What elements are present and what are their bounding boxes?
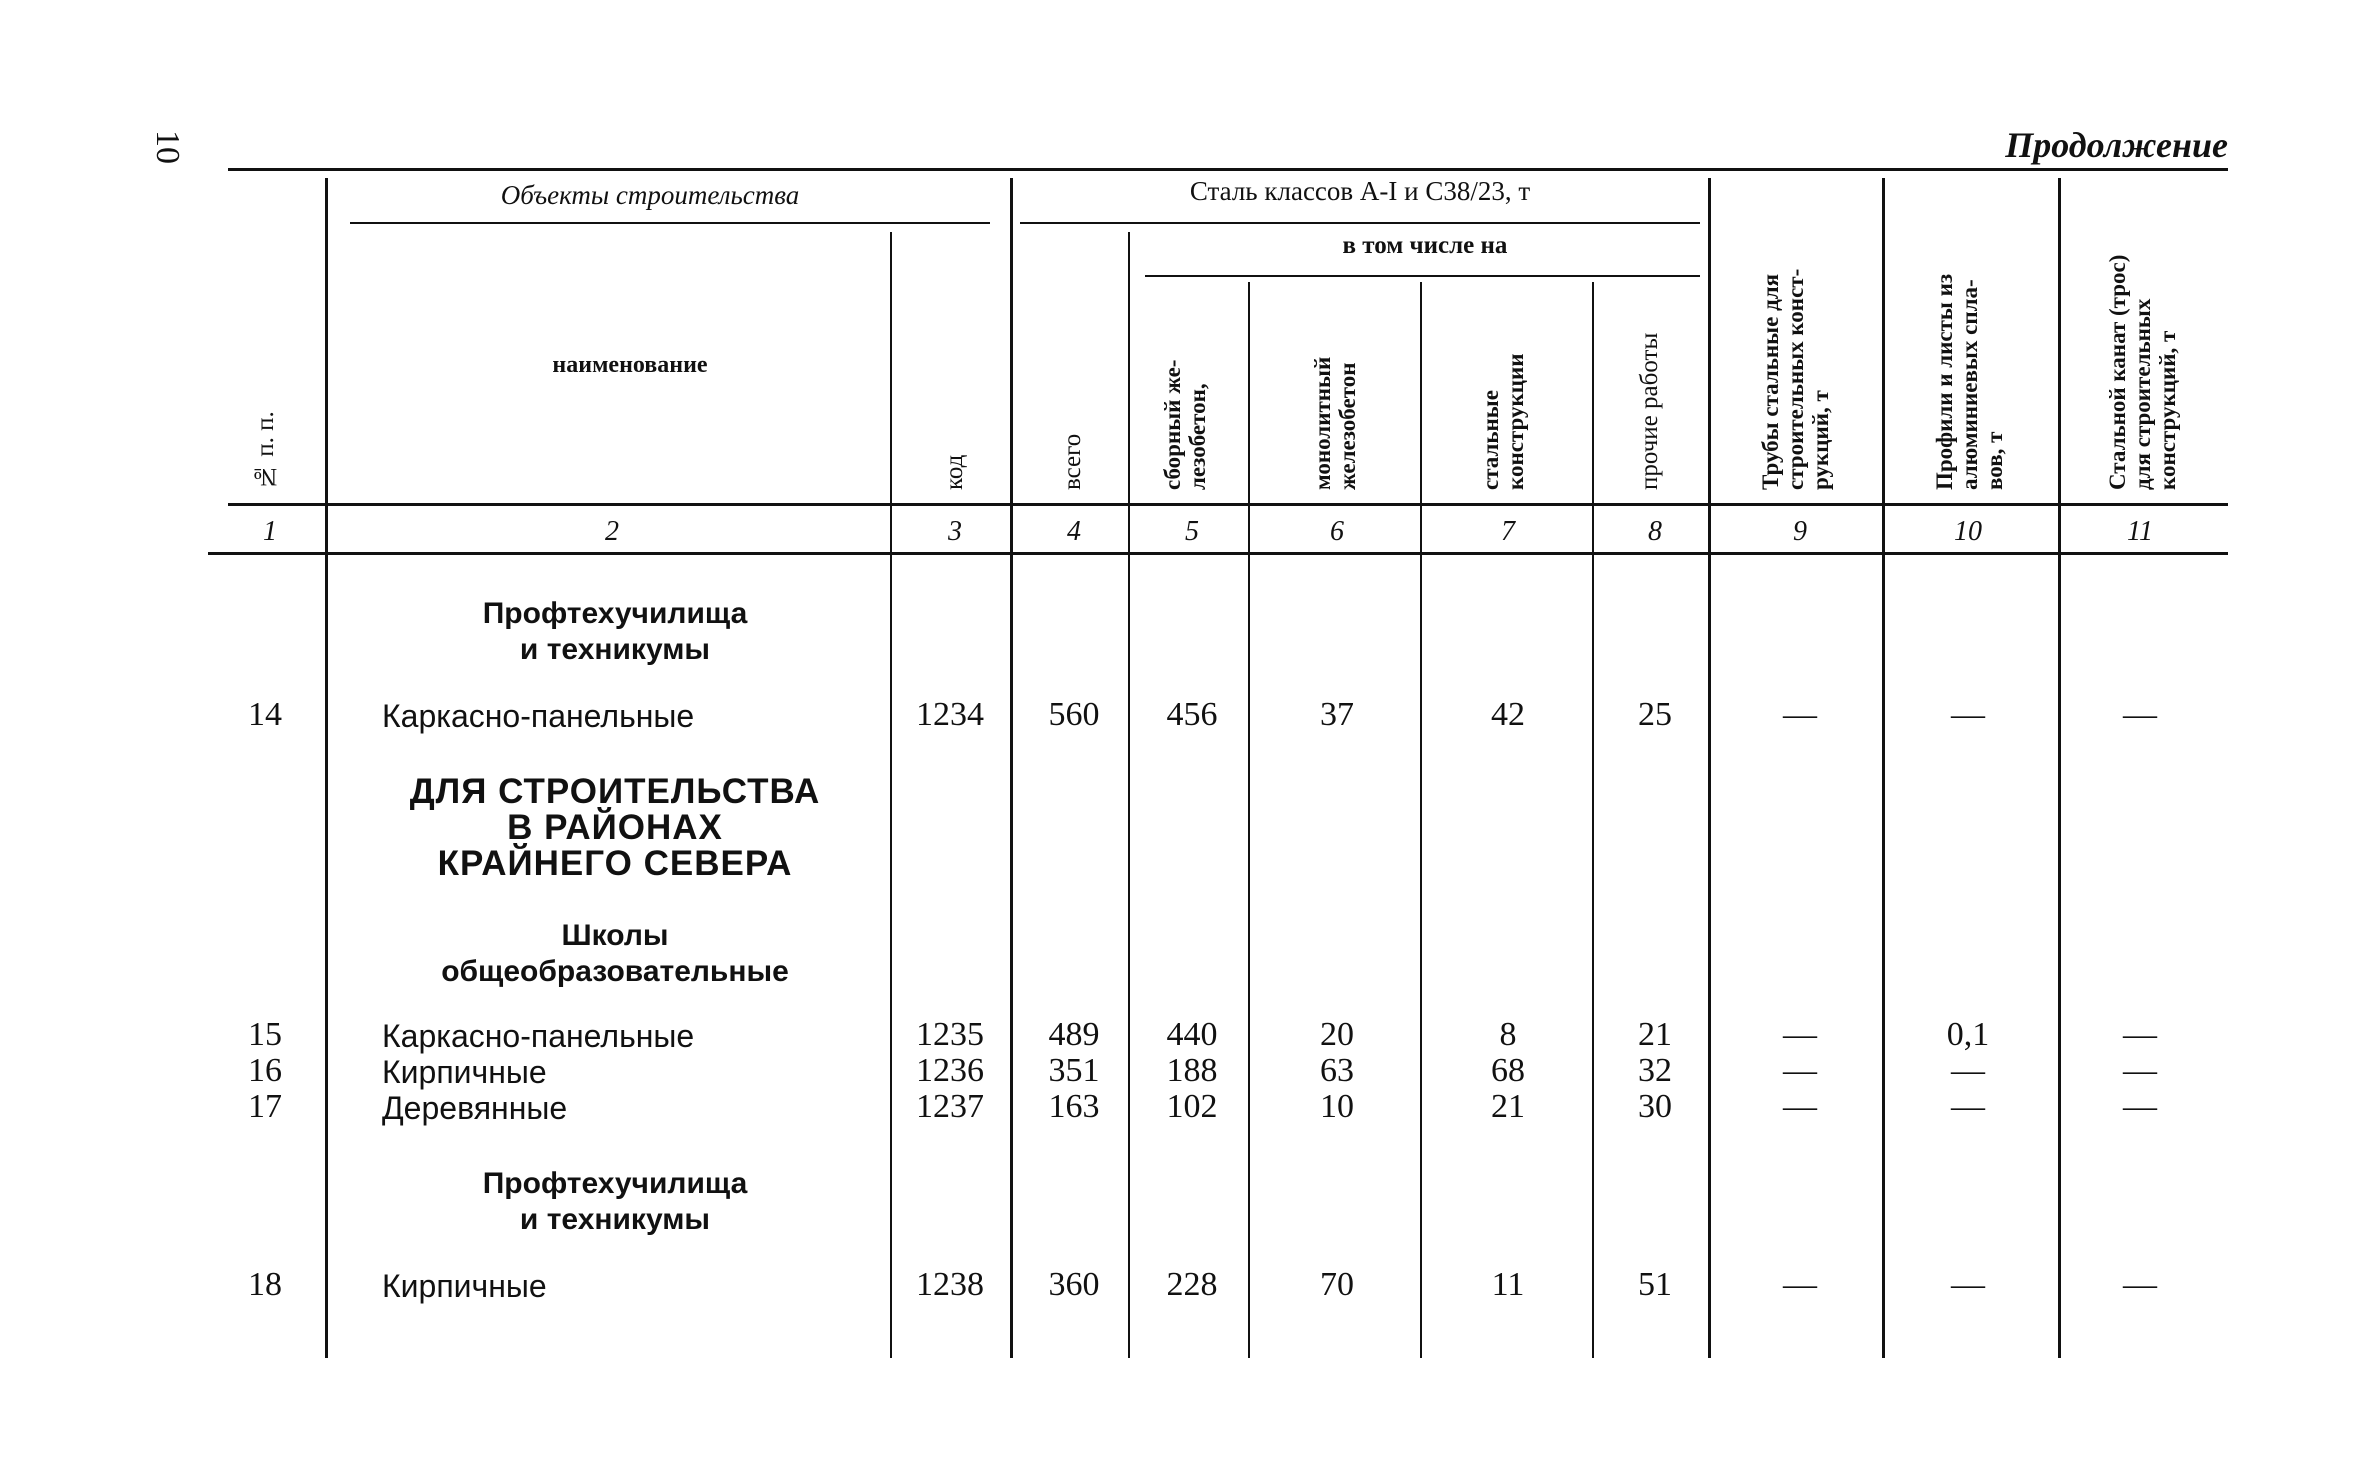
colnum-bottom-rule	[208, 552, 2228, 555]
row-monolithic: 63	[1320, 1052, 1354, 1089]
row-cable: —	[2123, 1088, 2157, 1125]
row-total: 560	[1048, 696, 1100, 733]
section-heading: Профтехучилища и техникумы	[482, 1167, 748, 1236]
row-other: 21	[1638, 1016, 1672, 1053]
row-pipes: —	[1783, 696, 1817, 733]
colnum-7: 7	[1501, 516, 1515, 547]
colnum-8: 8	[1648, 516, 1662, 547]
vline-9	[1882, 178, 1885, 1358]
section-heading: Профтехучилища и техникумы	[482, 597, 748, 666]
row-cable: —	[2123, 1266, 2157, 1303]
header-item-no: № п. п.	[252, 411, 279, 490]
row-cable: —	[2123, 1016, 2157, 1053]
row-steel: 42	[1491, 696, 1525, 733]
vline-5	[1248, 282, 1250, 1358]
row-code: 1238	[916, 1266, 984, 1303]
row-precast: 188	[1166, 1052, 1218, 1089]
header-total: всего	[1059, 433, 1086, 490]
header-steel-structures: стальные конструкции	[1478, 353, 1528, 490]
continuation-label: Продолжение	[2005, 125, 2228, 165]
row-aluminum: —	[1951, 696, 1985, 733]
colnum-4: 4	[1067, 516, 1081, 547]
colnum-5: 5	[1185, 516, 1199, 547]
header-precast: сборный же- лезобетон,	[1160, 359, 1210, 490]
row-code: 1235	[916, 1016, 984, 1053]
header-bottom-rule	[228, 503, 2228, 506]
row-code: 1236	[916, 1052, 984, 1089]
colnum-3: 3	[948, 516, 962, 547]
vline-6	[1420, 282, 1422, 1358]
header-aluminum: Профили и листы из алюминиевых спла- вов, т	[1932, 273, 2007, 490]
row-pipes: —	[1783, 1016, 1817, 1053]
header-objects: Объекты строительства	[500, 180, 800, 210]
row-precast: 228	[1166, 1266, 1218, 1303]
vline-3	[1010, 178, 1013, 1358]
row-steel: 68	[1491, 1052, 1525, 1089]
row-aluminum: —	[1951, 1088, 1985, 1125]
colnum-6: 6	[1330, 516, 1344, 547]
row-pipes: —	[1783, 1052, 1817, 1089]
row-name: Каркасно-панельные	[382, 698, 695, 734]
row-name: Кирпичные	[382, 1054, 547, 1090]
steel-underline	[1020, 222, 1700, 224]
row-monolithic: 20	[1320, 1016, 1354, 1053]
colnum-1: 1	[263, 516, 277, 547]
row-other: 25	[1638, 696, 1672, 733]
vline-4	[1128, 232, 1130, 1358]
row-code: 1234	[916, 696, 984, 733]
row-total: 489	[1048, 1016, 1100, 1053]
vline-10	[2058, 178, 2061, 1358]
page-number: 10	[149, 130, 186, 164]
section-heading: Школы общеобразовательные	[441, 919, 789, 988]
objects-underline	[350, 222, 990, 224]
row-cable: —	[2123, 696, 2157, 733]
table-top-rule	[228, 168, 2228, 171]
header-pipes: Трубы стальные для строительных конст- рукций, т	[1758, 268, 1833, 490]
row-other: 30	[1638, 1088, 1672, 1125]
row-name: Деревянные	[382, 1090, 568, 1126]
row-aluminum: 0,1	[1946, 1016, 1990, 1053]
header-cable: Стальной канат (трос) для строительных конструкций, т	[2105, 254, 2180, 490]
header-name: наименование	[552, 352, 708, 378]
header-code: код	[941, 454, 968, 490]
row-precast: 102	[1166, 1088, 1218, 1125]
row-total: 360	[1048, 1266, 1100, 1303]
row-steel: 21	[1491, 1088, 1525, 1125]
row-steel: 8	[1499, 1016, 1517, 1053]
row-number: 17	[248, 1088, 282, 1125]
header-other-works: прочие работы	[1636, 332, 1663, 490]
row-total: 163	[1048, 1088, 1100, 1125]
row-aluminum: —	[1951, 1052, 1985, 1089]
row-other: 51	[1638, 1266, 1672, 1303]
row-cable: —	[2123, 1052, 2157, 1089]
vline-7	[1592, 282, 1594, 1358]
colnum-10: 10	[1954, 516, 1982, 547]
row-number: 16	[248, 1052, 282, 1089]
row-number: 18	[248, 1266, 282, 1303]
row-precast: 456	[1166, 696, 1218, 733]
row-monolithic: 10	[1320, 1088, 1354, 1125]
row-code: 1237	[916, 1088, 984, 1125]
row-other: 32	[1638, 1052, 1672, 1089]
colnum-2: 2	[605, 516, 619, 547]
row-pipes: —	[1783, 1088, 1817, 1125]
row-steel: 11	[1491, 1266, 1525, 1303]
section-heading-north: ДЛЯ СТРОИТЕЛЬСТВА В РАЙОНАХ КРАЙНЕГО СЕВЕРА	[409, 772, 821, 883]
vline-1	[325, 178, 328, 1358]
colnum-9: 9	[1793, 516, 1807, 547]
vline-8	[1708, 178, 1711, 1358]
header-steel: Сталь классов А-I и С38/23, т	[1189, 176, 1531, 206]
row-precast: 440	[1166, 1016, 1218, 1053]
including-underline	[1145, 275, 1700, 277]
row-total: 351	[1048, 1052, 1100, 1089]
row-monolithic: 70	[1320, 1266, 1354, 1303]
row-name: Каркасно-панельные	[382, 1018, 695, 1054]
row-aluminum: —	[1951, 1266, 1985, 1303]
row-pipes: —	[1783, 1266, 1817, 1303]
row-name: Кирпичные	[382, 1268, 547, 1304]
row-number: 14	[248, 696, 282, 733]
header-monolithic: монолитный железобетон	[1310, 356, 1360, 490]
vline-2	[890, 232, 892, 1358]
colnum-11: 11	[2127, 516, 2153, 547]
row-number: 15	[248, 1016, 282, 1053]
header-including: в том числе на	[1342, 232, 1508, 259]
row-monolithic: 37	[1320, 696, 1354, 733]
